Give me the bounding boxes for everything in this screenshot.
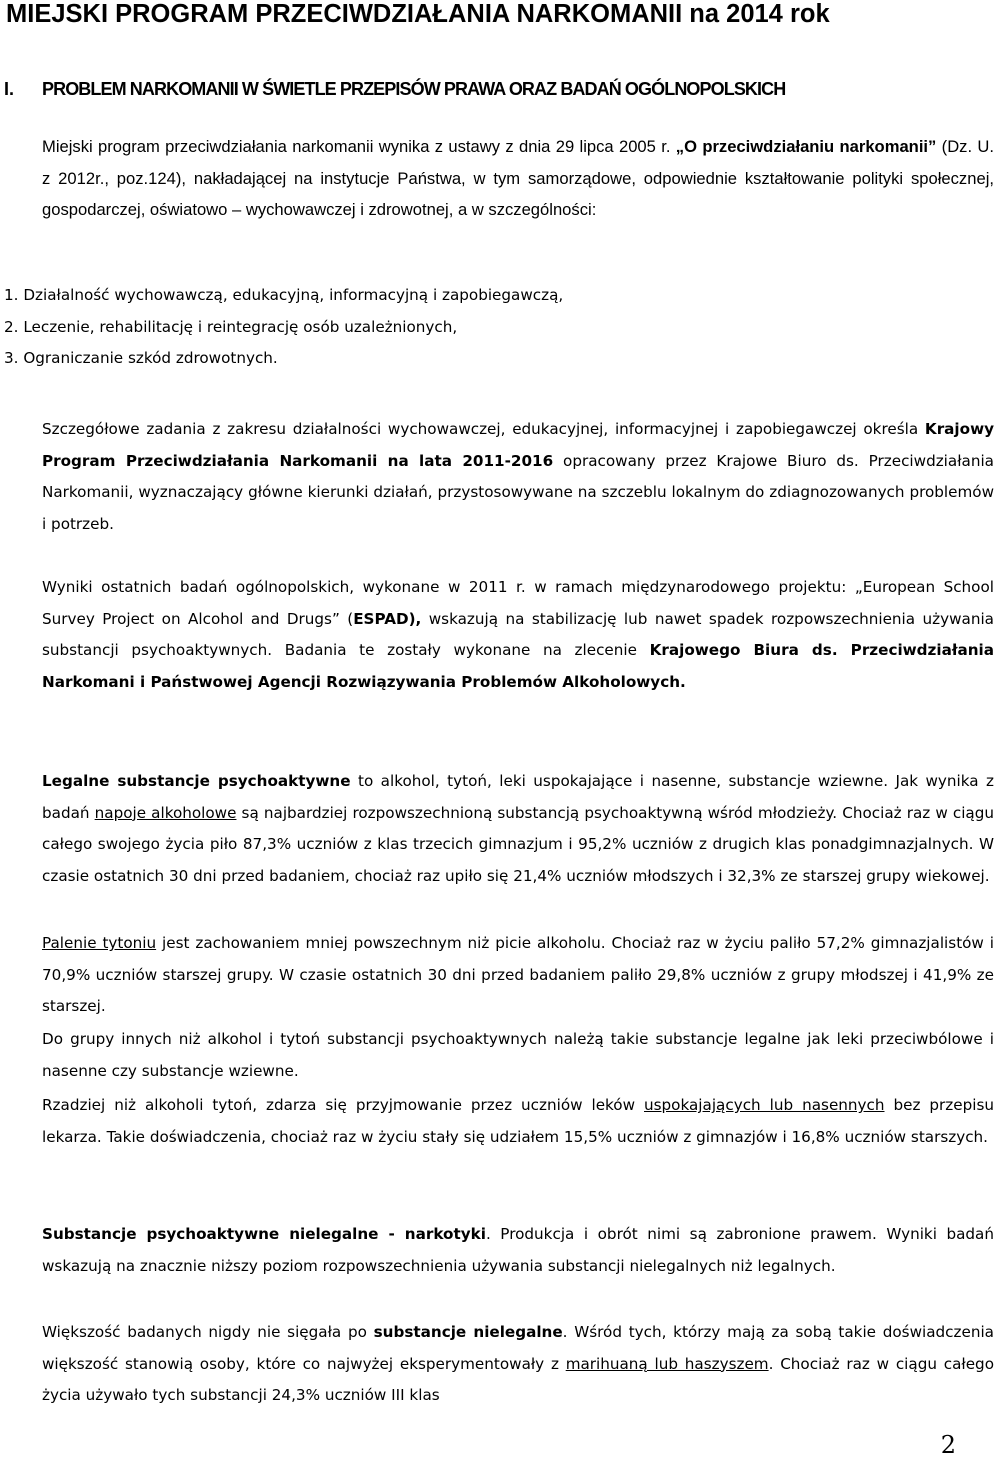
- smoking-term: Palenie tytoniu: [42, 934, 157, 952]
- national-program-text-1: Szczegółowe zadania z zakresu działalności wychowawczej, edukacyjnej, informacyjnej i zapobiegawczej określa: [42, 420, 925, 438]
- law-name: „O przeciwdziałaniu narkomanii”: [675, 137, 937, 156]
- majority-text-1: Większość badanych nigdy nie sięgała po: [42, 1323, 374, 1341]
- list-item: 1. Działalność wychowawczą, edukacyjną, informacyjną i zapobiegawczą,: [4, 286, 564, 304]
- page-number: 2: [940, 1431, 956, 1459]
- national-program-text-2: opracowany przez Krajowe Biuro ds. Przeciwdziałania Narkomanii, wyznaczający główne kierunki działań, przystosowywane na szczeblu lokalnym do zdiagnozowanych problemów i potrzeb.: [42, 451, 994, 533]
- illegal-substances-term: substancje nielegalne: [373, 1323, 563, 1341]
- section-number: I.: [4, 79, 15, 99]
- smoking-text: jest zachowaniem mniej powszechnym niż picie alkoholu. Chociaż raz w życiu paliło 57,2% gimnazjalistów i 70,9% uczniów starszej grupy. W czasie ostatnich 30 dni przed badaniem paliło 29,8% uczniów z grupy młodszej i 41,9% ze starszej.: [42, 934, 994, 1015]
- national-program-paragraph: [4, 414, 994, 540]
- espad-paragraph: [4, 572, 994, 698]
- medications-paragraph: [4, 1090, 994, 1153]
- majority-text-3: . Chociaż raz w ciągu całego życia używało tych substancji 24,3% uczniów III klas: [42, 1354, 994, 1404]
- espad-text-1: Wyniki ostatnich badań ogólnopolskich, wykonane w 2011 r. w ramach międzynarodowego projektu: „European School Survey Project on Alcohol and Drugs” (: [42, 578, 994, 628]
- list-item: 2. Leczenie, rehabilitację i reintegrację osób uzależnionych,: [4, 317, 458, 336]
- medications-text-2: bez przepisu lekarza. Takie doświadczenia, chociaż raz w życiu stały się udziałem 15,5% uczniów z gimnazjów i 16,8% uczniów starszych.: [42, 1096, 994, 1146]
- tasks-list: [4, 280, 563, 375]
- majority-paragraph: [4, 1317, 994, 1412]
- intro-text-2: (Dz. U. z 2012r., poz.124), nakładającej na instytucje Państwa, w tym samorządowe, odpowiednie kształtowanie polityki społecznej, gospodarczej, oświatowo – wychowawczej i zdrowotnej, a w szczególności:: [42, 137, 994, 219]
- illegal-substances-heading: Substancje psychoaktywne nielegalne - narkotyki: [42, 1225, 486, 1243]
- section-heading-text: PROBLEM NARKOMANII W ŚWIETLE PRZEPISÓW PRAWA ORAZ BADAŃ OGÓLNOPOLSKICH: [42, 79, 786, 99]
- legal-text-2: są najbardziej rozpowszechnioną substancją psychoaktywną wśród młodzieży. Chociaż raz w ciągu całego swojego życia piło 87,3% uczniów z klas trzecich gimnazjum i 95,2% uczniów z drugich klas ponadgimnazjalnych. W czasie ostatnich 30 dni przed badaniem, chociaż raz upiło się 21,4% uczniów młodszych i 32,3% ze starszej grupy wiekowej.: [42, 803, 994, 885]
- legal-substances-paragraph: [4, 766, 994, 892]
- illegal-text: . Produkcja i obrót nimi są zabronione prawem. Wyniki badań wskazują na znacznie niższy poziom rozpowszechnienia używania substancji nielegalnych niż legalnych.: [42, 1225, 994, 1275]
- sedatives-term: uspokajających lub nasennych: [644, 1096, 885, 1114]
- legal-text-1: to alkohol, tytoń, leki uspokajające i nasenne, substancje wziewne. Jak wynika z badań: [42, 772, 994, 822]
- espad-text-2: wskazują na stabilizację lub nawet spadek rozpowszechnienia używania substancji psychoaktywnych. Badania te zostały wykonane na zlecenie: [42, 609, 994, 659]
- majority-text-2: . Wśród tych, którzy mają za sobą takie doświadczenia większość stanowią osoby, które co najwyżej eksperymentowały z: [42, 1323, 994, 1373]
- illegal-substances-paragraph: [4, 1219, 994, 1282]
- list-item: 3. Ograniczanie szkód zdrowotnych.: [4, 349, 278, 367]
- alcoholic-drinks-term: napoje alkoholowe: [94, 803, 237, 822]
- smoking-paragraph: [4, 928, 994, 1023]
- national-program-name: Krajowy Program Przeciwdziałania Narkomanii na lata 2011-2016: [42, 420, 994, 470]
- espad-abbreviation: ESPAD),: [353, 609, 422, 628]
- medications-text-1: Rzadziej niż alkoholi tytoń, zdarza się przyjmowanie przez uczniów leków: [42, 1096, 644, 1114]
- document-title: MIEJSKI PROGRAM PRZECIWDZIAŁANIA NARKOMANII na 2014 rok: [6, 0, 830, 28]
- cannabis-term: marihuaną lub haszyszem: [565, 1354, 769, 1373]
- legal-substances-heading: Legalne substancje psychoaktywne: [42, 772, 351, 790]
- intro-paragraph: [4, 131, 994, 226]
- section-heading: [4, 76, 785, 102]
- other-substances-paragraph: Do grupy innych niż alkohol i tytoń substancji psychoaktywnych należą takie substancje legalne jak leki przeciwbólowe i nasenne czy substancje wziewne.: [42, 1030, 994, 1080]
- agencies-names: Krajowego Biura ds. Przeciwdziałania Narkomani i Państwowej Agencji Rozwiązywania Problemów Alkoholowych.: [42, 641, 994, 691]
- intro-text-1: Miejski program przeciwdziałania narkomanii wynika z ustawy z dnia 29 lipca 2005 r.: [42, 137, 676, 156]
